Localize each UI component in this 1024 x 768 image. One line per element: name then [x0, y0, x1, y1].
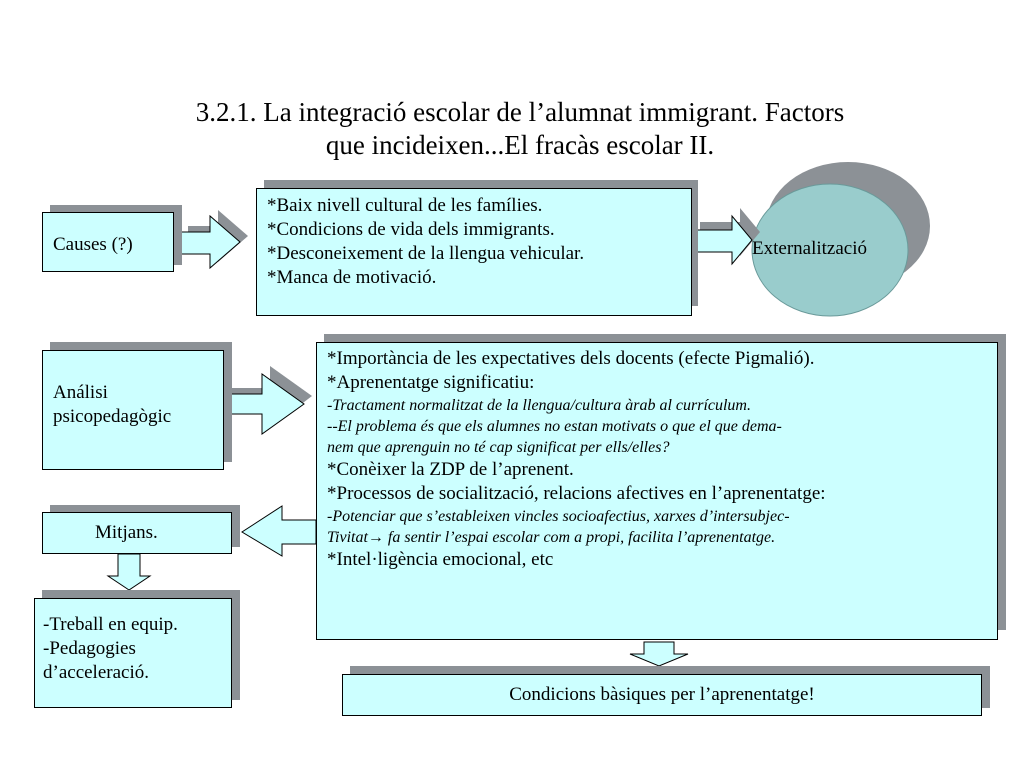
- factors-line: *Importància de les expectatives dels docents (efecte Pigmalió).: [327, 348, 815, 369]
- mitjans-box: [42, 512, 232, 554]
- mitjans-down-arrow: [108, 554, 150, 590]
- factors-tivitat-rest: fa sentir l’espai escolar com a propi, facilita l’aprenentatge.: [383, 529, 776, 546]
- factors-line: -Potenciar que s’estableixen vincles socioafectius, xarxes d’intersubjec-: [327, 508, 790, 525]
- condicions-box: [342, 674, 982, 716]
- analisi-line-1: Análisi: [53, 382, 108, 403]
- mitjans-item: -Pedagogies: [43, 638, 136, 659]
- title-line-2: que incideixen...El fracàs escolar II.: [325, 130, 715, 160]
- analisi-box: [42, 350, 224, 470]
- factors-tivitat: Tivitat: [327, 529, 368, 546]
- factors-box: [316, 342, 998, 640]
- arrow-right-icon: →: [367, 529, 384, 546]
- factors-line: *Processos de socialització, relacions afectives en l’aprenentatge:: [327, 483, 826, 504]
- externalitzacio-label: Externalització: [752, 238, 867, 259]
- factors-line: *Intel·ligència emocional, etc: [327, 549, 554, 570]
- causes-label: Causes (?): [53, 234, 133, 255]
- factors-line: *Aprenentatge significatiu:: [327, 372, 535, 393]
- causes-item: *Baix nivell cultural de les famílies.: [267, 195, 543, 216]
- causes-list-box: [256, 188, 692, 316]
- factors-line: -Tractament normalitzat de la llengua/cultura àrab al currículum.: [327, 397, 751, 414]
- causes-item: *Manca de motivació.: [267, 267, 437, 288]
- factors-line: --El problema és que els alumnes no estan motivats o que el que dema-: [327, 418, 782, 435]
- mitjans-item: -Treball en equip.: [43, 614, 178, 635]
- causes-item: *Condicions de vida dels immigrants.: [267, 219, 555, 240]
- causes-box: [42, 212, 174, 272]
- causes-item: *Desconeixement de la llengua vehicular.: [267, 243, 585, 264]
- mitjans-list-box: [34, 598, 232, 708]
- factors-line: nem que aprenguin no té cap significat per ells/elles?: [327, 439, 670, 456]
- mitjans-arrow: [242, 506, 316, 556]
- factors-line: [327, 527, 997, 548]
- analisi-line-2: psicopedagògic: [53, 406, 172, 427]
- condicions-label: Condicions bàsiques per l’aprenentatge!: [509, 684, 815, 705]
- mitjans-label: Mitjans.: [95, 522, 158, 543]
- condicions-down-arrow: [630, 642, 688, 666]
- factors-line: *Conèixer la ZDP de l’aprenent.: [327, 459, 574, 480]
- title-line-1: 3.2.1. La integració escolar de l’alumnat immigrant. Factors: [195, 97, 845, 127]
- mitjans-item: d’acceleració.: [43, 662, 149, 683]
